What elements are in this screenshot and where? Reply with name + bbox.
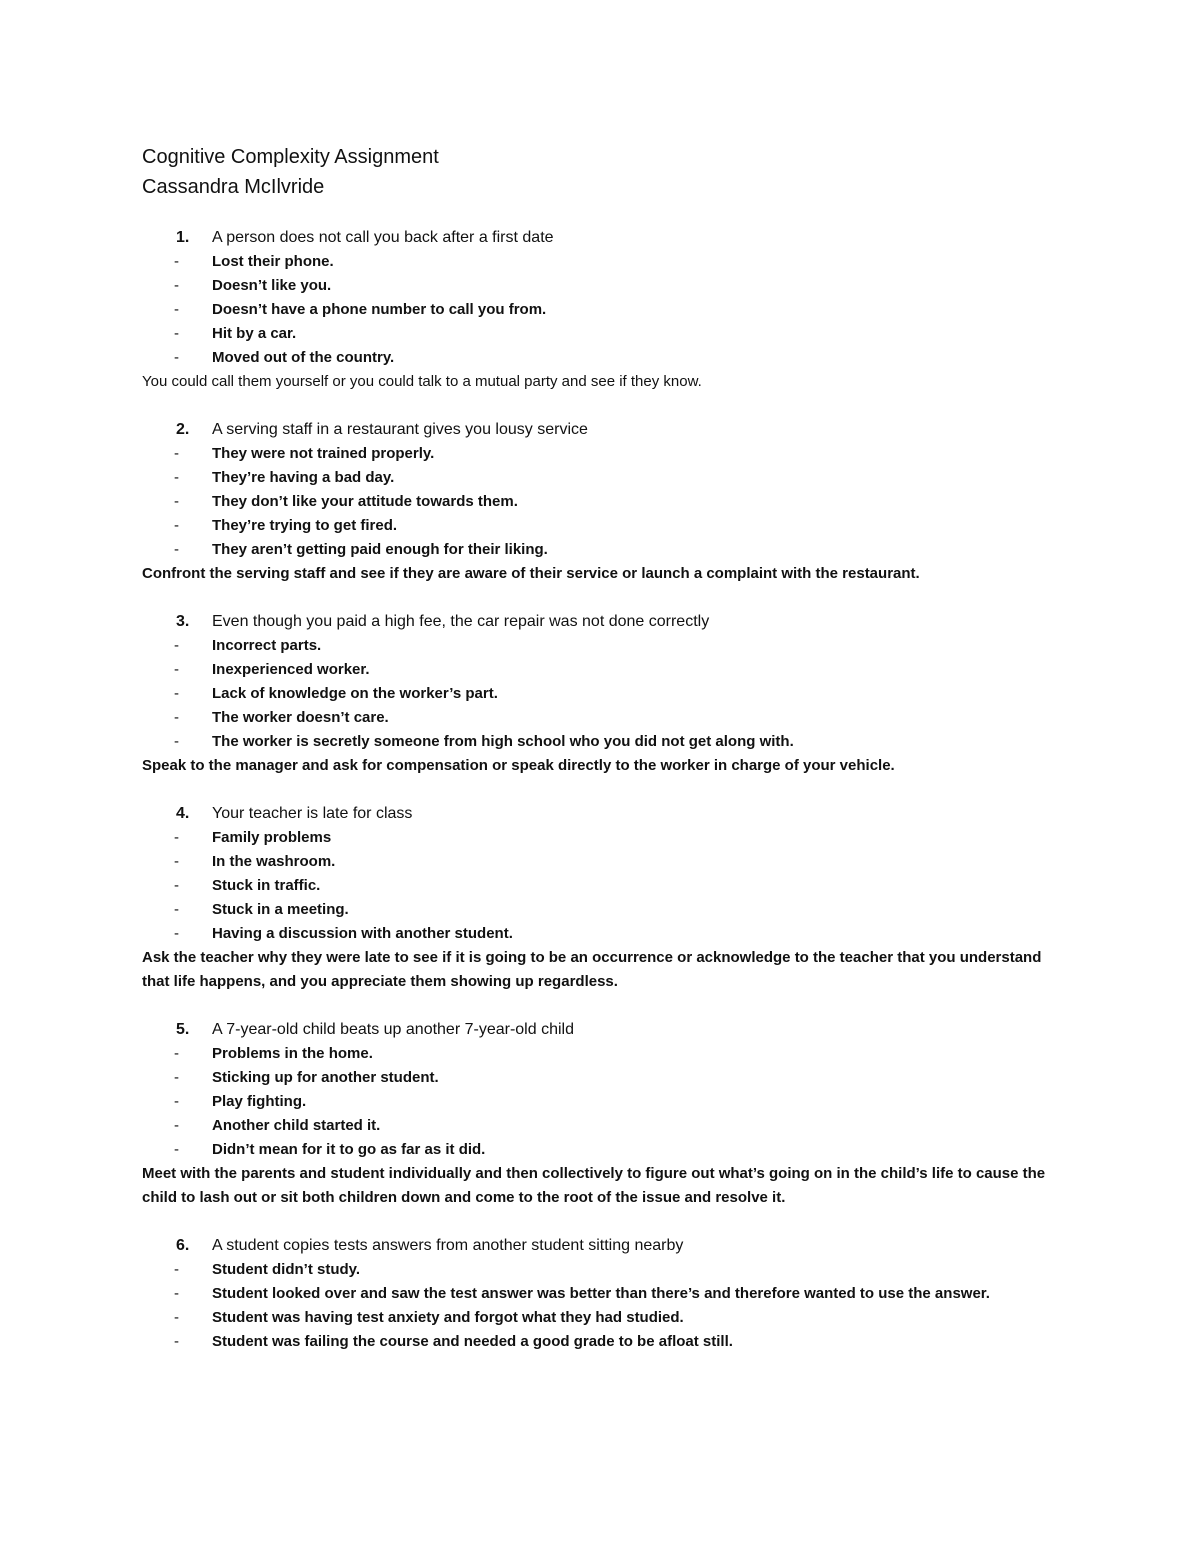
bullet-dash: - bbox=[174, 541, 179, 558]
question-section bbox=[142, 226, 1062, 394]
list-item: - Student didn’t study. bbox=[142, 1258, 1062, 1282]
bullet-dash: - bbox=[174, 685, 179, 702]
question-section bbox=[142, 1018, 1062, 1210]
list-item: - Doesn’t have a phone number to call you from. bbox=[142, 298, 1062, 322]
bullet-dash: - bbox=[174, 445, 179, 462]
list-item: - They aren’t getting paid enough for their liking. bbox=[142, 538, 1062, 562]
question-prompt: A serving staff in a restaurant gives you lousy service bbox=[212, 421, 588, 438]
question-heading bbox=[142, 1018, 1062, 1042]
question-heading bbox=[142, 1234, 1062, 1258]
bullet-dash: - bbox=[174, 733, 179, 750]
response-paragraph: Ask the teacher why they were late to see if it is going to be an occurrence or acknowledge to the teacher that you understand that life happens, and you appreciate them showing up regardless. bbox=[142, 949, 1042, 990]
question-heading bbox=[142, 226, 1062, 250]
bullet-dash: - bbox=[174, 829, 179, 846]
list-item: - Stuck in traffic. bbox=[142, 874, 1062, 898]
question-heading bbox=[142, 610, 1062, 634]
bullet-dash: - bbox=[174, 637, 179, 654]
question-prompt: A person does not call you back after a first date bbox=[212, 229, 554, 246]
list-item: - Having a discussion with another student. bbox=[142, 922, 1062, 946]
bullet-dash: - bbox=[174, 709, 179, 726]
bullet-dash: - bbox=[174, 925, 179, 942]
question-section bbox=[142, 610, 1062, 778]
bullet-dash: - bbox=[174, 277, 179, 294]
list-item: - They’re having a bad day. bbox=[142, 466, 1062, 490]
bullet-dash: - bbox=[174, 661, 179, 678]
list-item: - Moved out of the country. bbox=[142, 346, 1062, 370]
question-prompt: A student copies tests answers from another student sitting nearby bbox=[212, 1237, 684, 1254]
bullet-dash: - bbox=[174, 1309, 179, 1326]
list-item: - They don’t like your attitude towards them. bbox=[142, 490, 1062, 514]
bullet-dash: - bbox=[174, 853, 179, 870]
bullet-dash: - bbox=[174, 1141, 179, 1158]
question-number: 1. bbox=[176, 229, 190, 246]
list-item: - Student was having test anxiety and forgot what they had studied. bbox=[142, 1306, 1062, 1330]
bullet-dash: - bbox=[174, 1333, 179, 1350]
list-item: - The worker doesn’t care. bbox=[142, 706, 1062, 730]
list-item: - Inexperienced worker. bbox=[142, 658, 1062, 682]
document-title: Cognitive Complexity Assignment bbox=[142, 146, 439, 168]
list-item: - Sticking up for another student. bbox=[142, 1066, 1062, 1090]
question-prompt: Even though you paid a high fee, the car repair was not done correctly bbox=[212, 613, 710, 630]
bullet-dash: - bbox=[174, 325, 179, 342]
question-section bbox=[142, 1234, 1062, 1354]
question-section bbox=[142, 802, 1062, 994]
list-item: - Didn’t mean for it to go as far as it did. bbox=[142, 1138, 1062, 1162]
bullet-dash: - bbox=[174, 1069, 179, 1086]
list-item: - Another child started it. bbox=[142, 1114, 1062, 1138]
list-item: - Family problems bbox=[142, 826, 1062, 850]
question-heading bbox=[142, 802, 1062, 826]
bullet-dash: - bbox=[174, 877, 179, 894]
bullet-dash: - bbox=[174, 469, 179, 486]
list-item: - Play fighting. bbox=[142, 1090, 1062, 1114]
list-item: - Problems in the home. bbox=[142, 1042, 1062, 1066]
bullet-dash: - bbox=[174, 1261, 179, 1278]
list-item: - Doesn’t like you. bbox=[142, 274, 1062, 298]
list-item: - The worker is secretly someone from high school who you did not get along with. bbox=[142, 730, 1062, 754]
question-number: 2. bbox=[176, 421, 190, 438]
bullet-dash: - bbox=[174, 1285, 179, 1302]
list-item: - Student was failing the course and needed a good grade to be afloat still. bbox=[142, 1330, 1062, 1354]
list-item: - In the washroom. bbox=[142, 850, 1062, 874]
question-number: 4. bbox=[176, 805, 190, 822]
bullet-dash: - bbox=[174, 253, 179, 270]
response-paragraph: You could call them yourself or you could talk to a mutual party and see if they know. bbox=[142, 373, 702, 390]
response-paragraph: Meet with the parents and student individually and then collectively to figure out what’s going on in the child’s life to cause the child to lash out or sit both children down and come to the root of the issue and resolve it. bbox=[142, 1165, 1046, 1206]
bullet-dash: - bbox=[174, 1117, 179, 1134]
list-item: - Incorrect parts. bbox=[142, 634, 1062, 658]
question-number: 6. bbox=[176, 1237, 190, 1254]
bullet-dash: - bbox=[174, 901, 179, 918]
bullet-dash: - bbox=[174, 1045, 179, 1062]
response-paragraph: Speak to the manager and ask for compensation or speak directly to the worker in charge of your vehicle. bbox=[142, 757, 895, 774]
bullet-dash: - bbox=[174, 517, 179, 534]
question-prompt: Your teacher is late for class bbox=[212, 805, 413, 822]
list-item: - They were not trained properly. bbox=[142, 442, 1062, 466]
list-item: - Lack of knowledge on the worker’s part. bbox=[142, 682, 1062, 706]
bullet-dash: - bbox=[174, 1093, 179, 1110]
question-number: 5. bbox=[176, 1021, 190, 1038]
question-prompt: A 7-year-old child beats up another 7-year-old child bbox=[212, 1021, 574, 1038]
list-item: - Lost their phone. bbox=[142, 250, 1062, 274]
question-heading bbox=[142, 418, 1062, 442]
bullet-dash: - bbox=[174, 493, 179, 510]
document-page bbox=[142, 142, 1062, 1378]
list-item: - Student looked over and saw the test answer was better than there’s and therefore wanted to use the answer. bbox=[142, 1282, 1062, 1306]
bullet-dash: - bbox=[174, 301, 179, 318]
author-name: Cassandra McIlvride bbox=[142, 176, 325, 198]
list-item: - Stuck in a meeting. bbox=[142, 898, 1062, 922]
question-number: 3. bbox=[176, 613, 190, 630]
bullet-dash: - bbox=[174, 349, 179, 366]
response-paragraph: Confront the serving staff and see if they are aware of their service or launch a complaint with the restaurant. bbox=[142, 565, 920, 582]
list-item: - Hit by a car. bbox=[142, 322, 1062, 346]
list-item: - They’re trying to get fired. bbox=[142, 514, 1062, 538]
question-section bbox=[142, 418, 1062, 586]
